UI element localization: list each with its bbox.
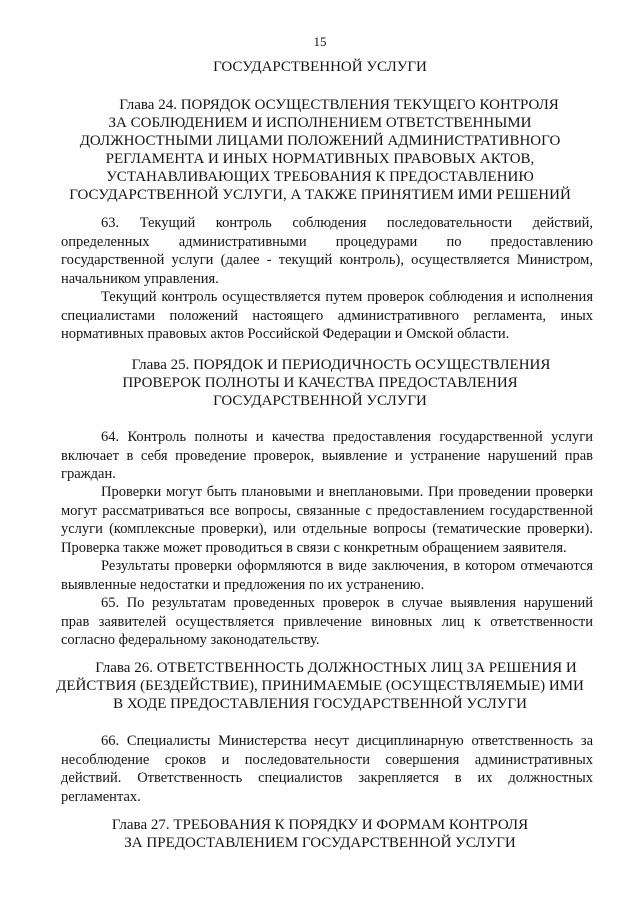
text-line: 66. Специалисты Министерства несут дисциплинарную ответственность за: [101, 733, 593, 749]
text-line: регламентах.: [61, 788, 141, 805]
paragraph-64: [61, 428, 593, 484]
paragraph-63: [61, 214, 593, 288]
heading-line: Глава 27. ТРЕБОВАНИЯ К ПОРЯДКУ И ФОРМАМ КОНТРОЛЯ: [111, 817, 529, 833]
text-line: государственной услуги (далее - текущий контроль), осуществляется Министром,: [61, 252, 593, 268]
text-line: действий. Ответственность специалистов закрепляется в их должностных: [61, 770, 593, 786]
paragraph-66: [61, 732, 593, 806]
continued-heading: [0, 58, 640, 76]
chapter-26-heading: [0, 659, 640, 713]
heading-line: ПРОВЕРОК ПОЛНОТЫ И КАЧЕСТВА ПРЕДОСТАВЛЕНИЯ: [122, 375, 518, 391]
text-line: Текущий контроль осуществляется путем проверок соблюдения и исполнения: [101, 289, 593, 305]
heading-line: ГОСУДАРСТВЕННОЙ УСЛУГИ: [213, 393, 427, 409]
text-line: услуги (комплексные проверки), или отдельные вопросы (тематические проверки).: [61, 521, 593, 537]
heading-line: Глава 25. ПОРЯДОК И ПЕРИОДИЧНОСТЬ ОСУЩЕСТВЛЕНИЯ: [131, 357, 551, 373]
text-line: Проверки могут быть плановыми и внеплановыми. При проведении проверки: [101, 484, 593, 500]
text-line: 63. Текущий контроль соблюдения последовательности действий,: [101, 215, 593, 231]
paragraph-results: [61, 557, 593, 594]
heading-line: Глава 24. ПОРЯДОК ОСУЩЕСТВЛЕНИЯ ТЕКУЩЕГО КОНТРОЛЯ: [119, 97, 559, 113]
heading-line: ЗА СОБЛЮДЕНИЕМ И ИСПОЛНЕНИЕМ ОТВЕТСТВЕННЫМИ: [108, 115, 532, 131]
chapter-25-heading: [0, 356, 640, 410]
chapter-27-heading: [0, 816, 640, 852]
text-line: граждан.: [61, 466, 116, 482]
text-line: могут рассматриваться все вопросы, связанные с предоставлением государственной: [61, 502, 593, 519]
text-line: 65. По результатам проведенных проверок в случае выявления нарушений: [101, 595, 593, 611]
text-line: включает в себя проведение проверок, выявление и устранение нарушений прав: [61, 447, 593, 464]
text-line: определенных административными процедурами по предоставлению: [61, 233, 593, 250]
text-line: несоблюдение сроков и последовательности совершения административных: [61, 751, 593, 768]
text-line: специалистами положений настоящего административного регламента, иных: [61, 307, 593, 324]
text-line: выявленные недостатки и предложения по их устранению.: [61, 576, 425, 593]
text-line: Результаты проверки оформляются в виде заключения, в котором отмечаются: [101, 558, 593, 574]
heading-line: ДЕЙСТВИЯ (БЕЗДЕЙСТВИЕ), ПРИНИМАЕМЫЕ (ОСУЩЕСТВЛЯЕМЫЕ) ИМИ: [56, 678, 584, 694]
heading-line: ГОСУДАРСТВЕННОЙ УСЛУГИ: [213, 59, 427, 75]
heading-line: ГОСУДАРСТВЕННОЙ УСЛУГИ, А ТАКЖЕ ПРИНЯТИЕМ ИМИ РЕШЕНИЙ: [69, 187, 571, 203]
heading-line: РЕГЛАМЕНТА И ИНЫХ НОРМАТИВНЫХ ПРАВОВЫХ АКТОВ,: [105, 151, 535, 167]
text-line: начальником управления.: [61, 270, 219, 287]
page-number: 15: [313, 34, 327, 49]
text-line: согласно федеральному законодательству.: [61, 632, 320, 648]
text-line: 64. Контроль полноты и качества предоставления государственной услуги: [101, 429, 593, 445]
paragraph-65: [61, 594, 593, 650]
heading-line: ЗА ПРЕДОСТАВЛЕНИЕМ ГОСУДАРСТВЕННОЙ УСЛУГИ: [124, 835, 516, 851]
paragraph-current-control: [61, 288, 593, 344]
text-line: прав заявителей осуществляется привлечение виновных лиц к ответственности: [61, 613, 593, 630]
heading-line: Глава 26. ОТВЕТСТВЕННОСТЬ ДОЛЖНОСТНЫХ ЛИЦ ЗА РЕШЕНИЯ И: [95, 660, 577, 676]
paragraph-inspections: [61, 483, 593, 557]
text-line: Проверка также может проводиться в связи с конкретным обращением заявителя.: [61, 539, 567, 556]
chapter-24-heading: [0, 96, 640, 204]
text-line: нормативных правовых актов Российской Федерации и Омской области.: [61, 326, 510, 342]
heading-line: В ХОДЕ ПРЕДОСТАВЛЕНИЯ ГОСУДАРСТВЕННОЙ УСЛУГИ: [113, 696, 527, 712]
heading-line: УСТАНАВЛИВАЮЩИХ ТРЕБОВАНИЯ К ПРЕДОСТАВЛЕНИЮ: [106, 169, 534, 185]
heading-line: ДОЛЖНОСТНЫМИ ЛИЦАМИ ПОЛОЖЕНИЙ АДМИНИСТРАТИВНОГО: [79, 133, 561, 149]
